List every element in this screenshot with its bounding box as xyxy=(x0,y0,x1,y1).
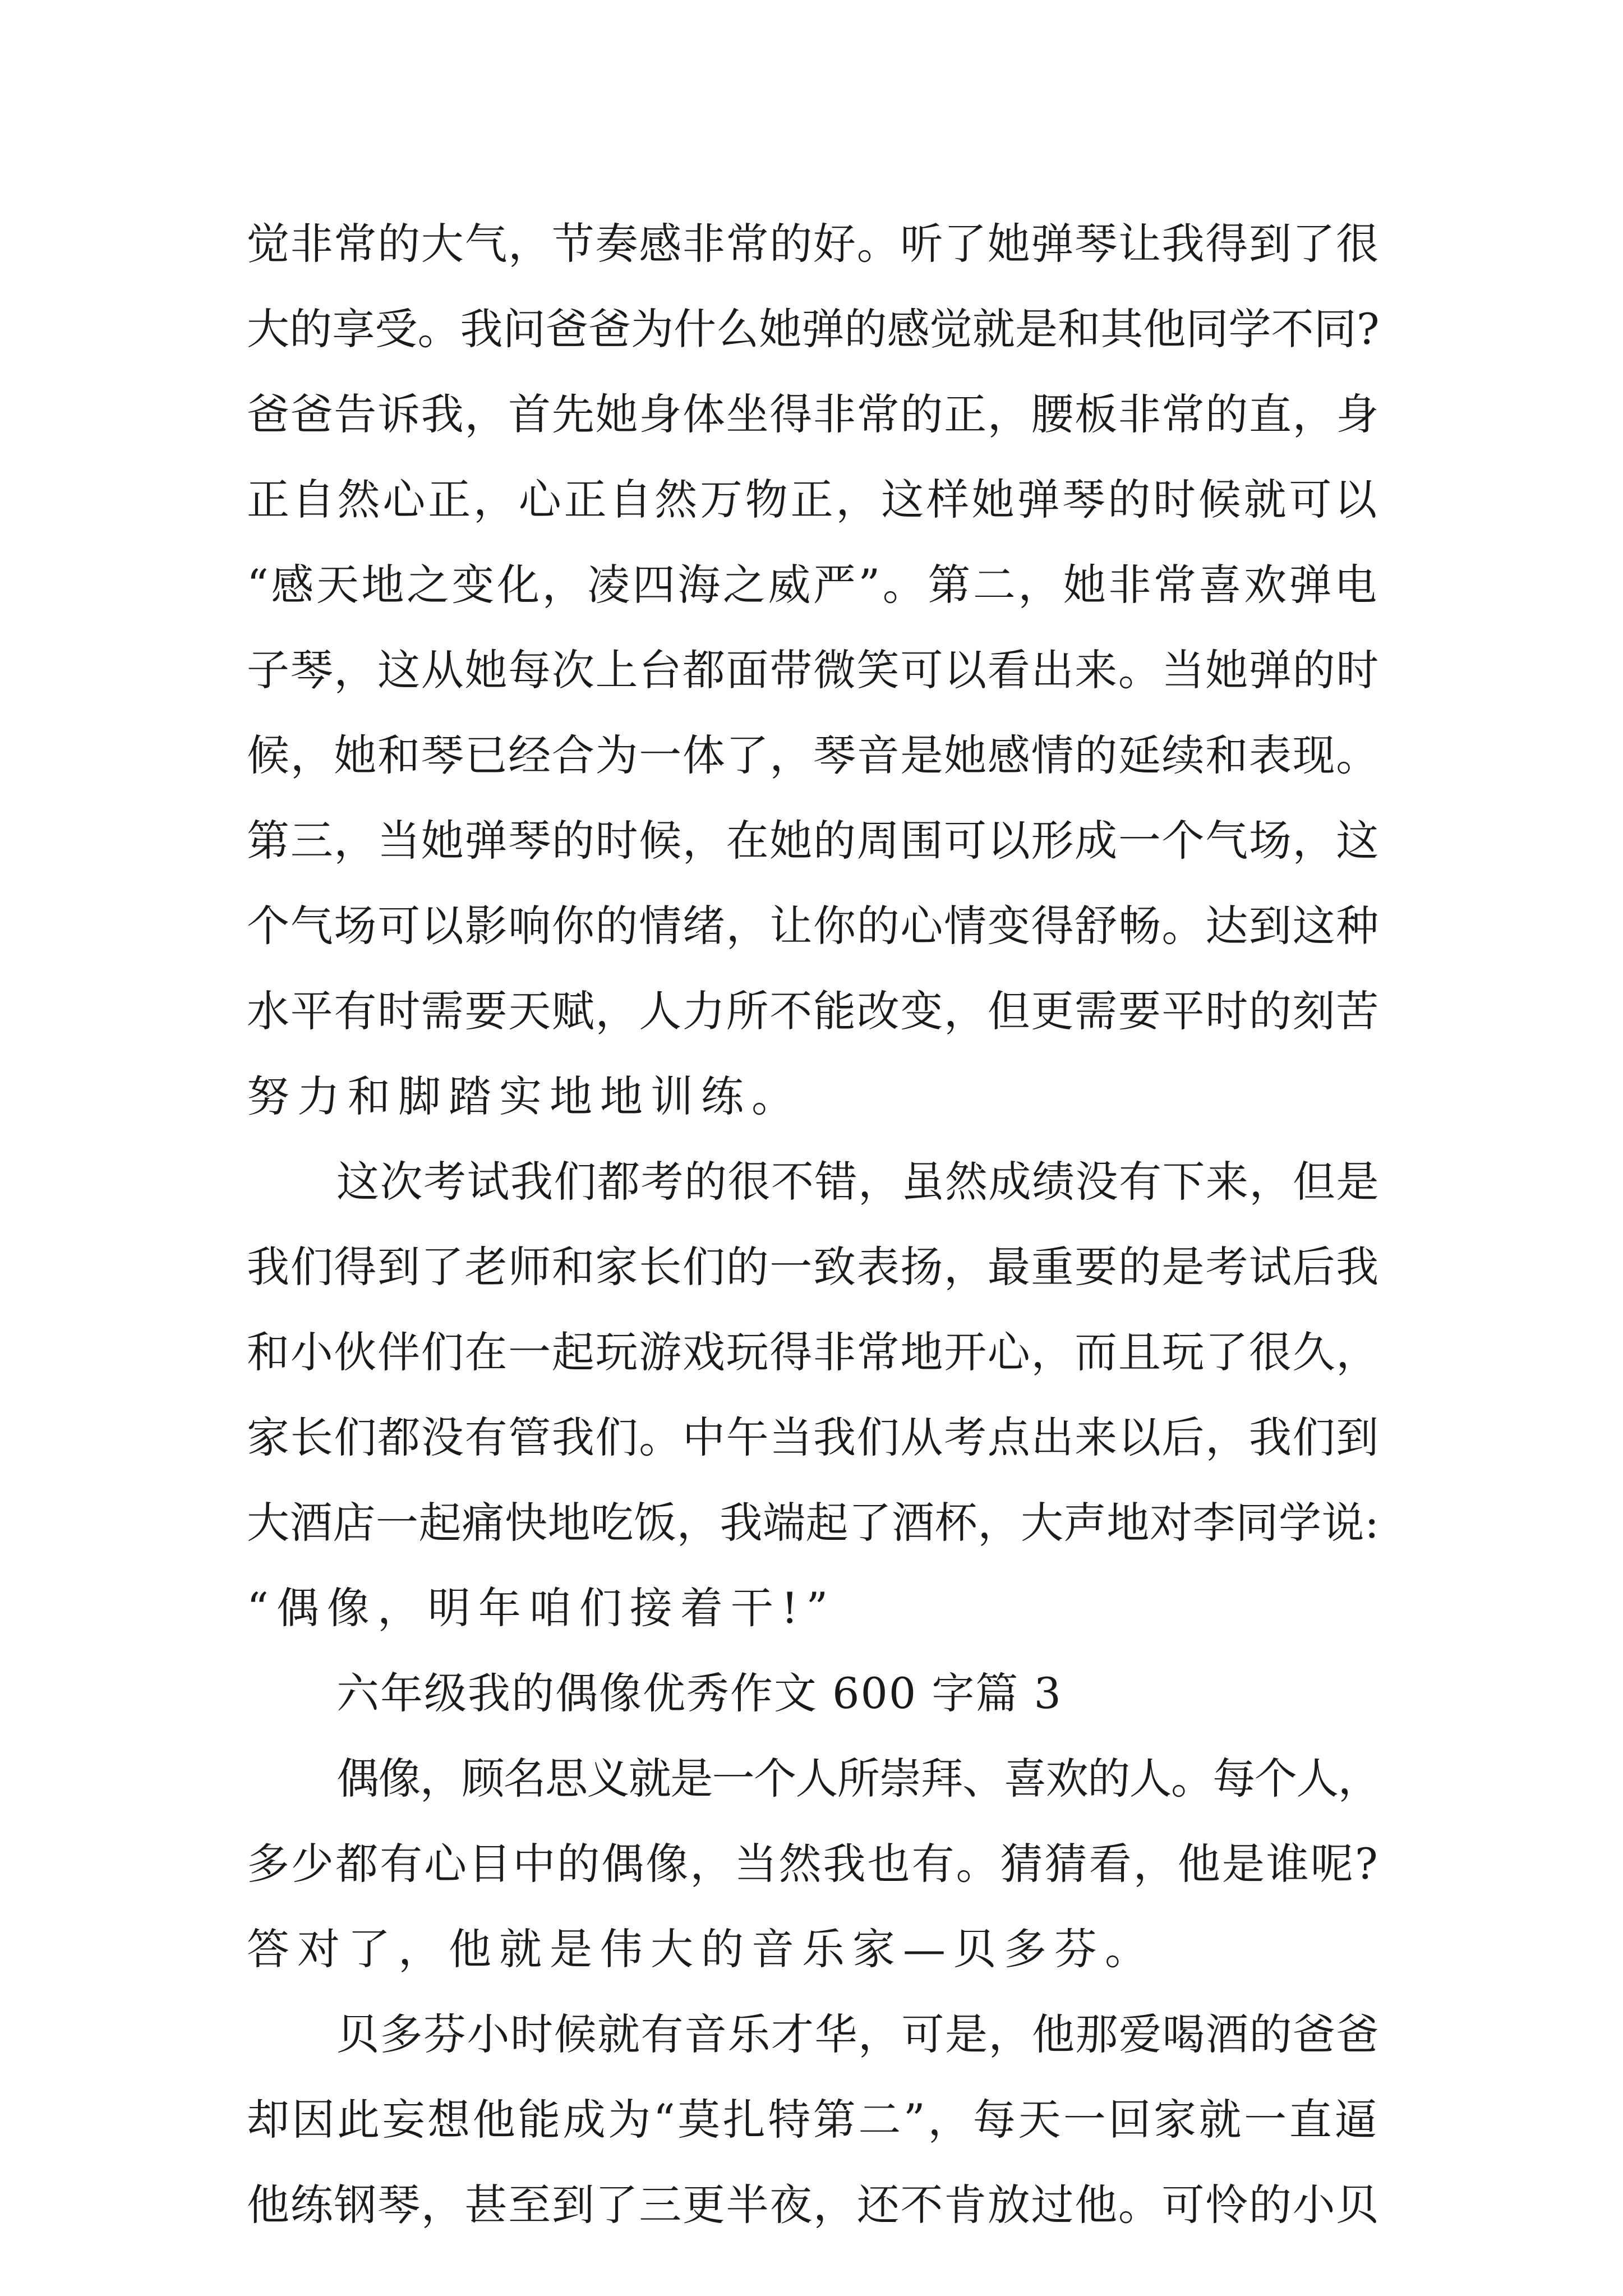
text-line: 却因此妄想他能成为“莫扎特第二”，每天一回家就一直逼 xyxy=(247,2095,1380,2145)
text-line: 答对了，他就是伟大的音乐家—贝多芬。 xyxy=(247,1924,1155,1974)
paragraph-first-line: 这次考试我们都考的很不错，虽然成绩没有下来，但是 xyxy=(336,1157,1380,1207)
text-line: 努力和脚踏实地地训练。 xyxy=(247,1071,802,1121)
paragraph-first-line: 贝多芬小时候就有音乐才华，可是，他那爱喝酒的爸爸 xyxy=(336,2009,1380,2059)
text-line: 第三，当她弹琴的时候，在她的周围可以形成一个气场，这 xyxy=(247,816,1380,866)
text-line: 多少都有心目中的偶像，当然我也有。猜猜看，他是谁呢? xyxy=(247,1839,1380,1889)
paragraph-first-line: 偶像，顾名思义就是一个人所崇拜、喜欢的人。每个人， xyxy=(336,1754,1380,1803)
text-line: 水平有时需要天赋，人力所不能改变，但更需要平时的刻苦 xyxy=(247,986,1380,1036)
text-line: “感天地之变化，凌四海之威严”。第二，她非常喜欢弹电 xyxy=(247,560,1380,610)
text-line: 我们得到了老师和家长们的一致表扬，最重要的是考试后我 xyxy=(247,1242,1380,1292)
text-line: 子琴，这从她每次上台都面带微笑可以看出来。当她弹的时 xyxy=(247,645,1380,695)
text-line: 他练钢琴，甚至到了三更半夜，还不肯放过他。可怜的小贝 xyxy=(247,2180,1380,2230)
text-line: 和小伙伴们在一起玩游戏玩得非常地开心，而且玩了很久， xyxy=(247,1327,1380,1377)
text-line: “偶像，明年咱们接着干!” xyxy=(247,1583,836,1633)
text-line: 爸爸告诉我，首先她身体坐得非常的正，腰板非常的直，身 xyxy=(247,389,1380,439)
text-line: 大酒店一起痛快地吃饭，我端起了酒杯，大声地对李同学说: xyxy=(247,1498,1380,1548)
text-line: 正自然心正，心正自然万物正，这样她弹琴的时候就可以 xyxy=(247,475,1380,524)
text-line: 大的享受。我问爸爸为什么她弹的感觉就是和其他同学不同? xyxy=(247,304,1380,354)
text-line: 个气场可以影响你的情绪，让你的心情变得舒畅。达到这种 xyxy=(247,901,1380,951)
text-line: 觉非常的大气，节奏感非常的好。听了她弹琴让我得到了很 xyxy=(247,219,1380,269)
text-line: 候，她和琴已经合为一体了，琴音是她感情的延续和表现。 xyxy=(247,730,1380,780)
text-line: 家长们都没有管我们。中午当我们从考点出来以后，我们到 xyxy=(247,1412,1380,1462)
section-heading: 六年级我的偶像优秀作文 600 字篇 3 xyxy=(336,1668,1062,1718)
